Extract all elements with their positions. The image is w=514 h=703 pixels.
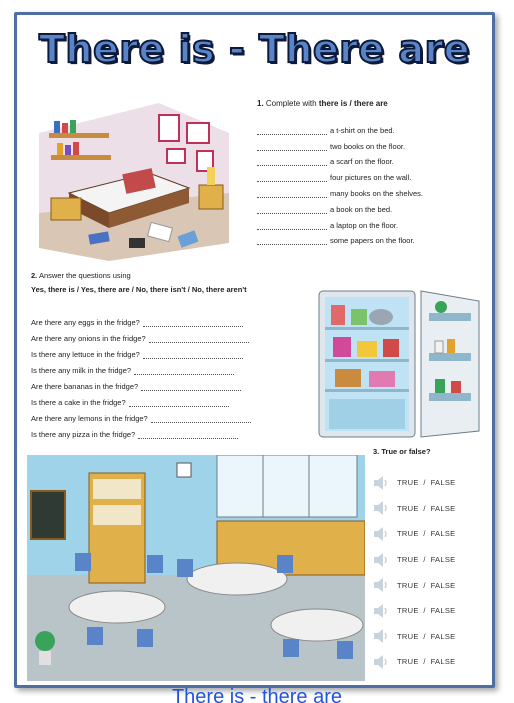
true-false-row (373, 496, 455, 522)
exercise-1-keywords: there is / there are (318, 99, 388, 108)
question-text: Are there any eggs in the fridge? (31, 318, 140, 327)
option-separator: / (423, 580, 426, 590)
exercise-1-item (257, 214, 487, 230)
false-option[interactable]: FALSE (430, 631, 456, 641)
true-false-list (373, 470, 455, 675)
answer-line[interactable] (138, 431, 238, 439)
option-separator: / (423, 657, 426, 667)
true-false-options[interactable] (397, 529, 455, 538)
exercise-1-item-text: four pictures on the wall. (330, 173, 412, 183)
exercise-3-number: 3. (373, 447, 380, 456)
option-separator: / (423, 631, 426, 641)
true-false-options[interactable] (397, 581, 455, 590)
page-caption-link[interactable]: There is - there are (171, 686, 343, 703)
true-false-options[interactable] (397, 606, 455, 615)
question-text: Is there any pizza in the fridge? (31, 430, 136, 439)
exercise-1-item-text: a t-shirt on the bed. (330, 125, 395, 135)
answer-blank[interactable] (257, 222, 327, 230)
exercise-2-answer-options: Yes, there is / Yes, there are / No, there isn't / No, there aren't (31, 285, 247, 294)
exercise-1-item (257, 198, 487, 214)
true-false-row (373, 649, 455, 675)
true-false-options[interactable] (397, 478, 455, 487)
true-false-row (373, 470, 455, 496)
answer-line[interactable] (149, 335, 249, 343)
speaker-icon[interactable] (373, 654, 389, 670)
classroom-illustration (27, 455, 365, 681)
false-option[interactable]: FALSE (430, 606, 456, 616)
option-separator: / (423, 555, 426, 565)
question-text: Is there any milk in the fridge? (31, 366, 132, 375)
option-separator: / (423, 503, 426, 513)
question-item (31, 423, 311, 439)
exercise-2-list (31, 311, 311, 439)
question-text: Is there a cake in the fridge? (31, 398, 126, 407)
worksheet (14, 12, 495, 688)
speaker-icon[interactable] (373, 603, 389, 619)
question-text: Are there any lemons in the fridge? (31, 414, 148, 423)
exercise-2-number: 2. (31, 271, 38, 280)
true-false-options[interactable] (397, 555, 455, 564)
answer-blank[interactable] (257, 143, 327, 151)
exercise-3-title (373, 447, 431, 456)
true-option[interactable]: TRUE (397, 478, 419, 488)
exercise-1-item-text: some papers on the floor. (330, 236, 415, 246)
false-option[interactable]: FALSE (430, 529, 456, 539)
answer-blank[interactable] (257, 190, 327, 198)
true-false-options[interactable] (397, 632, 455, 641)
answer-line[interactable] (151, 415, 251, 423)
answer-line[interactable] (143, 351, 243, 359)
exercise-1-item (257, 182, 487, 198)
question-item (31, 407, 311, 423)
speaker-icon[interactable] (373, 475, 389, 491)
question-item (31, 359, 311, 375)
exercise-1-item (257, 151, 487, 167)
true-option[interactable]: TRUE (397, 503, 419, 513)
false-option[interactable]: FALSE (430, 478, 456, 488)
speaker-icon[interactable] (373, 577, 389, 593)
exercise-2-instruction: Answer the questions using (38, 271, 131, 280)
answer-line[interactable] (141, 383, 241, 391)
answer-blank[interactable] (257, 174, 327, 182)
true-false-row (373, 598, 455, 624)
option-separator: / (423, 606, 426, 616)
exercise-1-item-text: many books on the shelves. (330, 188, 423, 198)
true-option[interactable]: TRUE (397, 555, 419, 565)
false-option[interactable]: FALSE (430, 555, 456, 565)
true-false-row (373, 624, 455, 650)
exercise-1-item-text: a book on the bed. (330, 204, 393, 214)
question-text: Are there any onions in the fridge? (31, 334, 146, 343)
option-separator: / (423, 478, 426, 488)
question-item (31, 375, 311, 391)
answer-blank[interactable] (257, 206, 327, 214)
answer-blank[interactable] (257, 158, 327, 166)
question-item (31, 343, 311, 359)
answer-line[interactable] (143, 319, 243, 327)
question-item (31, 311, 311, 327)
exercise-1-item (257, 230, 487, 246)
answer-blank[interactable] (257, 127, 327, 135)
bedroom-illustration (29, 93, 241, 261)
fridge-illustration (311, 283, 487, 439)
exercise-1-item (257, 119, 487, 135)
true-option[interactable]: TRUE (397, 529, 419, 539)
question-item (31, 327, 311, 343)
exercise-1-number: 1. (257, 99, 264, 108)
exercise-1-item-text: a laptop on the floor. (330, 220, 398, 230)
question-item (31, 391, 311, 407)
true-false-options[interactable] (397, 504, 455, 513)
exercise-1-instruction: Complete with (265, 99, 317, 108)
speaker-icon[interactable] (373, 500, 389, 516)
question-text: Is there any lettuce in the fridge? (31, 350, 140, 359)
false-option[interactable]: FALSE (430, 657, 456, 667)
false-option[interactable]: FALSE (430, 580, 456, 590)
true-false-options[interactable] (397, 657, 455, 666)
answer-blank[interactable] (257, 237, 327, 245)
true-option[interactable]: TRUE (397, 606, 419, 616)
speaker-icon[interactable] (373, 526, 389, 542)
exercise-1-item (257, 166, 487, 182)
exercise-2-title (31, 271, 131, 280)
true-option[interactable]: TRUE (397, 580, 419, 590)
worksheet-title: There is - There are (38, 27, 470, 71)
true-false-row (373, 547, 455, 573)
true-option[interactable]: TRUE (397, 657, 419, 667)
true-false-row (373, 521, 455, 547)
exercise-1-list (257, 119, 487, 245)
answer-line[interactable] (134, 367, 234, 375)
exercise-1-item-text: two books on the floor. (330, 141, 406, 151)
exercise-1-item (257, 135, 487, 151)
false-option[interactable]: FALSE (430, 503, 456, 513)
speaker-icon[interactable] (373, 628, 389, 644)
option-separator: / (423, 529, 426, 539)
answer-line[interactable] (129, 399, 229, 407)
true-false-row (373, 572, 455, 598)
exercise-3-instruction: True or false? (381, 447, 431, 456)
exercise-1-title (257, 99, 388, 108)
question-text: Are there bananas in the fridge? (31, 382, 139, 391)
true-option[interactable]: TRUE (397, 631, 419, 641)
speaker-icon[interactable] (373, 552, 389, 568)
exercise-1-item-text: a scarf on the floor. (330, 157, 394, 167)
